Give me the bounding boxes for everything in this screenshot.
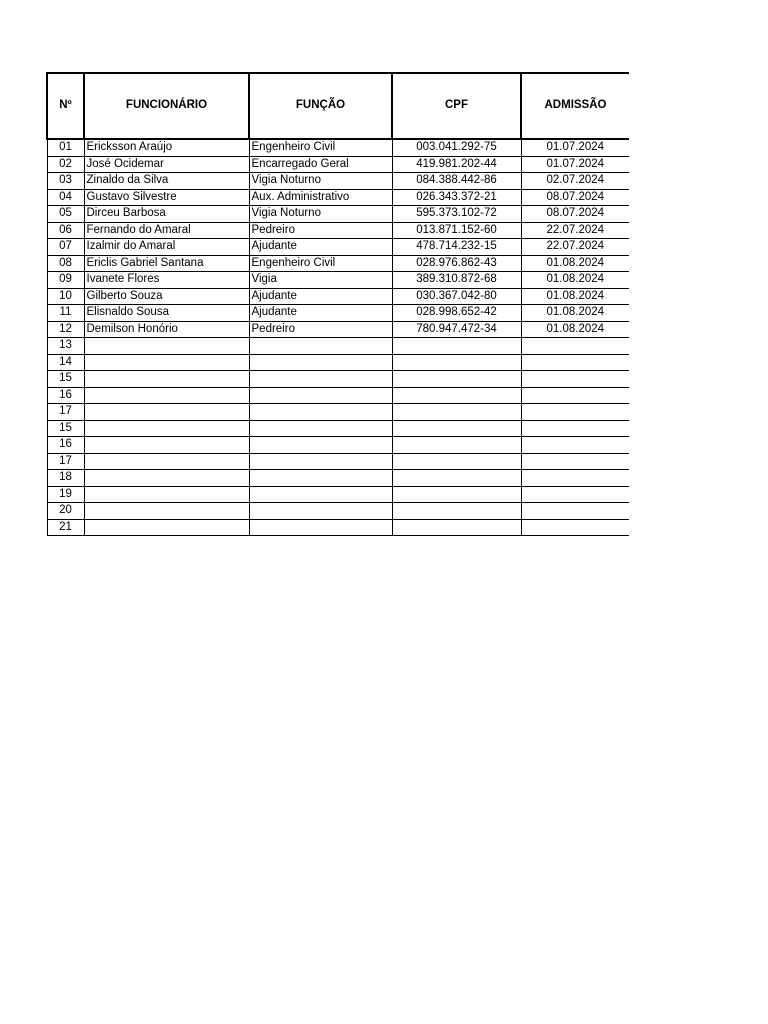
cell-number: 11 bbox=[47, 305, 84, 322]
cell-admission: 01.08.2024 bbox=[521, 272, 629, 289]
cell-cpf bbox=[392, 486, 521, 503]
cell-cpf: 780.947.472-34 bbox=[392, 321, 521, 338]
cell-role: Ajudante bbox=[249, 239, 392, 256]
cell-cpf: 419.981.202-44 bbox=[392, 156, 521, 173]
table-row bbox=[47, 189, 629, 206]
cell-role bbox=[249, 453, 392, 470]
cell-number: 14 bbox=[47, 354, 84, 371]
cell-role: Ajudante bbox=[249, 288, 392, 305]
cell-role: Engenheiro Civil bbox=[249, 255, 392, 272]
table-row bbox=[47, 354, 629, 371]
header-admission: ADMISSÃO bbox=[521, 73, 629, 139]
cell-number: 15 bbox=[47, 420, 84, 437]
cell-role bbox=[249, 371, 392, 388]
cell-employee bbox=[84, 437, 249, 454]
cell-role: Vigia Noturno bbox=[249, 173, 392, 190]
cell-employee: Izalmir do Amaral bbox=[84, 239, 249, 256]
table-row bbox=[47, 139, 629, 156]
cell-employee bbox=[84, 519, 249, 536]
table-row bbox=[47, 437, 629, 454]
cell-admission: 08.07.2024 bbox=[521, 206, 629, 223]
table-row bbox=[47, 503, 629, 520]
cell-cpf bbox=[392, 338, 521, 355]
cell-number: 21 bbox=[47, 519, 84, 536]
cell-admission bbox=[521, 437, 629, 454]
cell-employee: Zinaldo da Silva bbox=[84, 173, 249, 190]
table-row bbox=[47, 255, 629, 272]
header-employee: FUNCIONÁRIO bbox=[84, 73, 249, 139]
cell-admission: 22.07.2024 bbox=[521, 239, 629, 256]
cell-admission: 08.07.2024 bbox=[521, 189, 629, 206]
cell-number: 10 bbox=[47, 288, 84, 305]
cell-employee bbox=[84, 486, 249, 503]
cell-cpf: 028.998.652-42 bbox=[392, 305, 521, 322]
cell-number: 04 bbox=[47, 189, 84, 206]
cell-admission bbox=[521, 453, 629, 470]
cell-admission: 01.08.2024 bbox=[521, 255, 629, 272]
cell-role: Ajudante bbox=[249, 305, 392, 322]
cell-cpf bbox=[392, 453, 521, 470]
cell-admission bbox=[521, 354, 629, 371]
cell-admission: 01.07.2024 bbox=[521, 156, 629, 173]
cell-cpf: 595.373.102-72 bbox=[392, 206, 521, 223]
cell-cpf bbox=[392, 503, 521, 520]
cell-number: 05 bbox=[47, 206, 84, 223]
cell-employee bbox=[84, 387, 249, 404]
cell-employee: Fernando do Amaral bbox=[84, 222, 249, 239]
table-row bbox=[47, 321, 629, 338]
cell-admission: 02.07.2024 bbox=[521, 173, 629, 190]
cell-admission bbox=[521, 486, 629, 503]
cell-number: 16 bbox=[47, 437, 84, 454]
table-row bbox=[47, 239, 629, 256]
cell-cpf bbox=[392, 371, 521, 388]
cell-number: 02 bbox=[47, 156, 84, 173]
cell-employee: Gilberto Souza bbox=[84, 288, 249, 305]
cell-employee bbox=[84, 420, 249, 437]
cell-number: 03 bbox=[47, 173, 84, 190]
table-row bbox=[47, 371, 629, 388]
cell-admission bbox=[521, 503, 629, 520]
cell-role: Engenheiro Civil bbox=[249, 139, 392, 156]
cell-admission bbox=[521, 420, 629, 437]
cell-admission bbox=[521, 519, 629, 536]
cell-employee: Ericksson Araújo bbox=[84, 139, 249, 156]
cell-number: 17 bbox=[47, 404, 84, 421]
table-row bbox=[47, 156, 629, 173]
cell-number: 17 bbox=[47, 453, 84, 470]
cell-role bbox=[249, 404, 392, 421]
cell-admission bbox=[521, 338, 629, 355]
table-row bbox=[47, 486, 629, 503]
cell-admission: 01.08.2024 bbox=[521, 321, 629, 338]
cell-admission: 01.08.2024 bbox=[521, 305, 629, 322]
cell-cpf bbox=[392, 470, 521, 487]
cell-cpf: 389.310.872-68 bbox=[392, 272, 521, 289]
cell-cpf bbox=[392, 404, 521, 421]
cell-number: 19 bbox=[47, 486, 84, 503]
cell-employee: Gustavo Silvestre bbox=[84, 189, 249, 206]
cell-number: 07 bbox=[47, 239, 84, 256]
table-row bbox=[47, 173, 629, 190]
cell-cpf: 030.367.042-80 bbox=[392, 288, 521, 305]
cell-admission bbox=[521, 404, 629, 421]
cell-employee bbox=[84, 453, 249, 470]
cell-number: 18 bbox=[47, 470, 84, 487]
cell-number: 08 bbox=[47, 255, 84, 272]
cell-role bbox=[249, 338, 392, 355]
cell-role bbox=[249, 387, 392, 404]
table-row bbox=[47, 404, 629, 421]
cell-role bbox=[249, 354, 392, 371]
cell-role: Pedreiro bbox=[249, 321, 392, 338]
header-role: FUNÇÃO bbox=[249, 73, 392, 139]
cell-cpf: 026.343.372-21 bbox=[392, 189, 521, 206]
cell-number: 15 bbox=[47, 371, 84, 388]
cell-cpf: 028.976.862-43 bbox=[392, 255, 521, 272]
cell-employee: Elisnaldo Sousa bbox=[84, 305, 249, 322]
cell-cpf: 478.714.232-15 bbox=[392, 239, 521, 256]
cell-role bbox=[249, 470, 392, 487]
cell-employee: Demilson Honório bbox=[84, 321, 249, 338]
table-row bbox=[47, 453, 629, 470]
table-row bbox=[47, 272, 629, 289]
cell-employee bbox=[84, 404, 249, 421]
cell-number: 20 bbox=[47, 503, 84, 520]
header-number: Nº bbox=[47, 73, 84, 139]
cell-cpf: 013.871.152-60 bbox=[392, 222, 521, 239]
cell-number: 13 bbox=[47, 338, 84, 355]
cell-employee: José Ocidemar bbox=[84, 156, 249, 173]
cell-admission: 01.07.2024 bbox=[521, 139, 629, 156]
cell-admission bbox=[521, 371, 629, 388]
cell-role: Vigia Noturno bbox=[249, 206, 392, 223]
table-row bbox=[47, 338, 629, 355]
table-row bbox=[47, 387, 629, 404]
table-header-row bbox=[47, 73, 629, 139]
cell-admission bbox=[521, 387, 629, 404]
cell-employee: Ivanete Flores bbox=[84, 272, 249, 289]
cell-role: Vigia bbox=[249, 272, 392, 289]
cell-admission: 22.07.2024 bbox=[521, 222, 629, 239]
cell-employee bbox=[84, 371, 249, 388]
cell-cpf bbox=[392, 387, 521, 404]
table-row bbox=[47, 470, 629, 487]
cell-role: Encarregado Geral bbox=[249, 156, 392, 173]
cell-employee: Ericlis Gabriel Santana bbox=[84, 255, 249, 272]
cell-role bbox=[249, 437, 392, 454]
table-row bbox=[47, 222, 629, 239]
table-body bbox=[47, 139, 629, 536]
cell-number: 01 bbox=[47, 139, 84, 156]
header-cpf: CPF bbox=[392, 73, 521, 139]
table-row bbox=[47, 288, 629, 305]
cell-employee bbox=[84, 354, 249, 371]
cell-number: 09 bbox=[47, 272, 84, 289]
cell-role bbox=[249, 420, 392, 437]
cell-role bbox=[249, 519, 392, 536]
cell-role: Pedreiro bbox=[249, 222, 392, 239]
cell-number: 16 bbox=[47, 387, 84, 404]
cell-number: 06 bbox=[47, 222, 84, 239]
table-row bbox=[47, 519, 629, 536]
cell-admission: 01.08.2024 bbox=[521, 288, 629, 305]
cell-employee bbox=[84, 470, 249, 487]
cell-cpf: 003.041.292-75 bbox=[392, 139, 521, 156]
table-row bbox=[47, 420, 629, 437]
cell-cpf bbox=[392, 354, 521, 371]
cell-cpf bbox=[392, 519, 521, 536]
employee-table bbox=[46, 72, 629, 536]
spreadsheet-page bbox=[46, 72, 628, 536]
table-row bbox=[47, 305, 629, 322]
cell-employee bbox=[84, 503, 249, 520]
cell-cpf: 084.388.442-86 bbox=[392, 173, 521, 190]
cell-role: Aux. Administrativo bbox=[249, 189, 392, 206]
cell-number: 12 bbox=[47, 321, 84, 338]
table-row bbox=[47, 206, 629, 223]
cell-cpf bbox=[392, 420, 521, 437]
cell-role bbox=[249, 503, 392, 520]
cell-employee bbox=[84, 338, 249, 355]
cell-role bbox=[249, 486, 392, 503]
cell-employee: Dirceu Barbosa bbox=[84, 206, 249, 223]
cell-admission bbox=[521, 470, 629, 487]
cell-cpf bbox=[392, 437, 521, 454]
